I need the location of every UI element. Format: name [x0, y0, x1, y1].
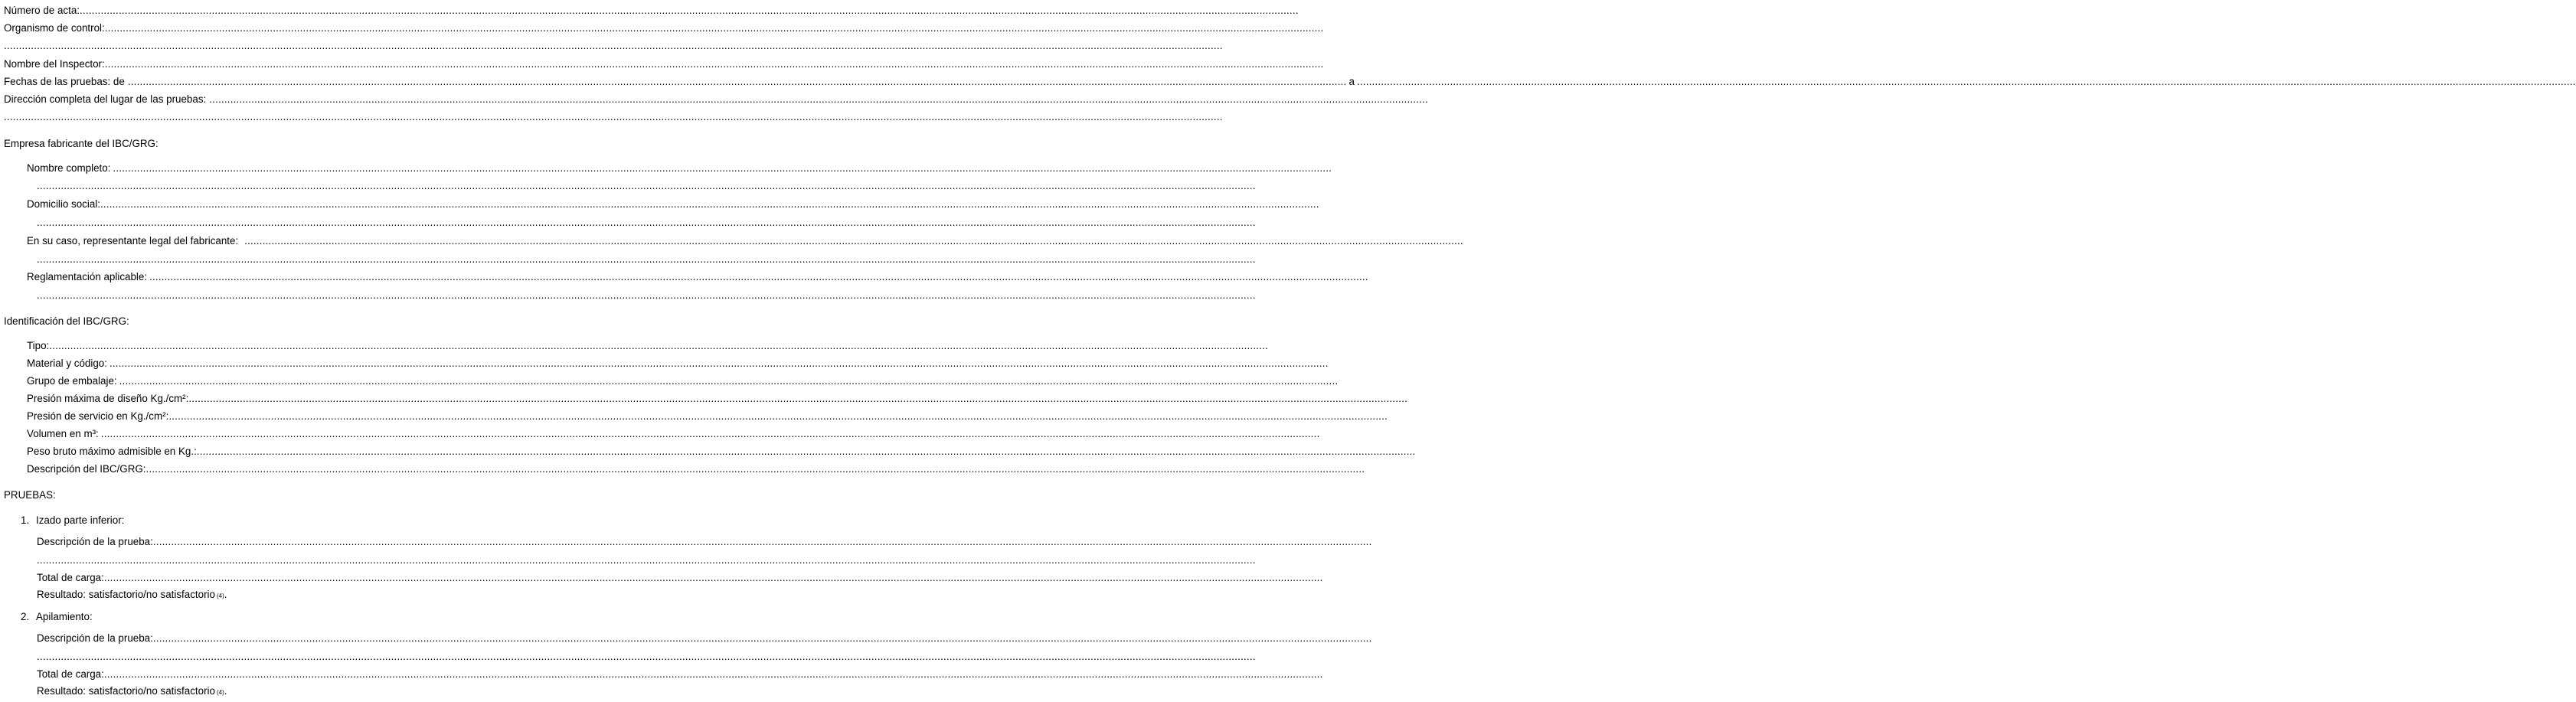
footnote-ref: (4): [216, 593, 224, 599]
prueba-1-resultado: [37, 587, 606, 602]
section-empresa-title: [4, 136, 606, 152]
heading-pruebas: PRUEBAS:: [4, 489, 56, 501]
prueba-1-total[interactable]: [37, 570, 1323, 586]
prueba-name: Apilamiento:: [36, 611, 93, 622]
fill-line: ......................................................................................................................................................................................................................................................................................................................................................................................................................: [168, 410, 1388, 422]
fill-line: ......................................................................................................................................................................................................................................................................................................................................................................................................................: [109, 358, 1329, 369]
fill-line: ......................................................................................................................................................................................................................................................................................................................................................................................................................: [103, 668, 1323, 680]
fill-line: ......................................................................................................................................................................................................................................................................................................................................................................................................................: [100, 428, 1320, 439]
label-grupo: Grupo de embalaje:: [27, 375, 117, 387]
prueba-1-title: [21, 513, 606, 528]
fill-line: ......................................................................................................................................................................................................................................................................................................................................................................................................................: [103, 572, 1323, 583]
field-direccion[interactable]: [4, 92, 1428, 107]
field-fechas[interactable]: [4, 74, 2576, 90]
fill-line: ......................................................................................................................................................................................................................................................................................................................................................................................................................: [145, 463, 1365, 475]
field-presion-servicio[interactable]: [19, 409, 1388, 424]
field-nombre-completo[interactable]: [19, 161, 1332, 176]
footnote-ref: (4): [216, 689, 224, 696]
field-presion-maxima[interactable]: [19, 391, 1408, 407]
field-numero-acta[interactable]: [4, 3, 1299, 18]
fill-line: ......................................................................................................................................................................................................................................................................................................................................................................................................................: [4, 40, 1223, 51]
section-pruebas-title: [4, 488, 606, 503]
label-presion-servicio: Presión de servicio en Kg./cm²:: [27, 410, 169, 422]
prueba-2-descripcion-cont[interactable]: [37, 649, 1256, 664]
field-volumen[interactable]: [19, 426, 1320, 442]
label-tipo: Tipo:: [27, 340, 50, 351]
label-resultado: Resultado: satisfactorio/no satisfactorio: [37, 685, 215, 697]
fill-line: ......................................................................................................................................................................................................................................................................................................................................................................................................................: [80, 5, 1299, 16]
fill-line: ......................................................................................................................................................................................................................................................................................................................................................................................................................: [37, 554, 1256, 566]
label-descripcion-ibc: Descripción del IBC/GRG:: [27, 463, 146, 475]
fill-line: ......................................................................................................................................................................................................................................................................................................................................................................................................................: [100, 198, 1319, 210]
label-descripcion-prueba: Descripción de la prueba:: [37, 632, 153, 644]
field-tipo[interactable]: [19, 338, 1268, 354]
fill-line: ......................................................................................................................................................................................................................................................................................................................................................................................................................: [196, 446, 1416, 457]
label-total-carga: Total de carga:: [37, 668, 104, 680]
fill-line: ......................................................................................................................................................................................................................................................................................................................................................................................................................: [37, 253, 1256, 265]
prueba-1-descripcion[interactable]: [37, 534, 1372, 550]
fill-line: ......................................................................................................................................................................................................................................................................................................................................................................................................................: [37, 651, 1256, 662]
fill-line: ......................................................................................................................................................................................................................................................................................................................................................................................................................: [37, 217, 1256, 228]
label-material: Material y código:: [27, 358, 107, 369]
prueba-2-title: [21, 609, 606, 625]
fill-line: ......................................................................................................................................................................................................................................................................................................................................................................................................................: [149, 271, 1368, 282]
fill-line: ......................................................................................................................................................................................................................................................................................................................................................................................................................: [244, 235, 1463, 247]
field-descripcion-ibc[interactable]: [19, 462, 1365, 477]
label-descripcion-prueba: Descripción de la prueba:: [37, 536, 153, 547]
label-domicilio: Domicilio social:: [27, 198, 100, 210]
fill-line: ......................................................................................................................................................................................................................................................................................................................................................................................................................: [113, 162, 1332, 174]
fill-line: ......................................................................................................................................................................................................................................................................................................................................................................................................................: [37, 289, 1256, 301]
section-identificacion-title: [4, 314, 606, 329]
field-organismo-cont[interactable]: [4, 38, 1223, 54]
fill-line-a: ......................................................................................................................................................................................................................................................................................................................................................................................................................: [1356, 76, 2576, 87]
fill-line: ......................................................................................................................................................................................................................................................................................................................................................................................................................: [209, 93, 1428, 105]
prueba-number: 2.: [21, 611, 30, 622]
fill-line: ......................................................................................................................................................................................................................................................................................................................................................................................................................: [37, 180, 1256, 191]
fill-line: ......................................................................................................................................................................................................................................................................................................................................................................................................................: [152, 536, 1372, 547]
field-material[interactable]: [19, 356, 1329, 371]
field-domicilio-cont[interactable]: [37, 215, 1256, 230]
fill-line: ......................................................................................................................................................................................................................................................................................................................................................................................................................: [49, 340, 1268, 351]
field-nombre-completo-cont[interactable]: [37, 178, 1256, 194]
fill-line: ......................................................................................................................................................................................................................................................................................................................................................................................................................: [104, 22, 1324, 34]
resultado-end: .: [224, 685, 227, 697]
fill-line: ......................................................................................................................................................................................................................................................................................................................................................................................................................: [119, 375, 1339, 387]
field-representante[interactable]: [19, 233, 1463, 249]
label-fechas-a: a: [1348, 76, 1355, 87]
label-fechas-de: Fechas de las pruebas: de: [4, 76, 125, 87]
fill-line: ......................................................................................................................................................................................................................................................................................................................................................................................................................: [188, 393, 1408, 404]
field-peso[interactable]: [19, 444, 1416, 459]
prueba-2-resultado: [37, 684, 606, 699]
prueba-1-descripcion-cont[interactable]: [37, 553, 1256, 568]
label-presion-maxima: Presión máxima de diseño Kg./cm²:: [27, 393, 189, 404]
field-reglamentacion-cont[interactable]: [37, 288, 1256, 303]
label-organismo: Organismo de control:: [4, 22, 105, 34]
label-resultado: Resultado: satisfactorio/no satisfactorio: [37, 589, 215, 600]
prueba-2-descripcion[interactable]: [37, 631, 1372, 646]
fill-line-de: ......................................................................................................................................................................................................................................................................................................................................................................................................................: [127, 76, 1347, 87]
label-volumen: Volumen en m³:: [27, 428, 99, 439]
label-inspector: Nombre del Inspector:: [4, 58, 105, 70]
label-total-carga: Total de carga:: [37, 572, 104, 583]
field-inspector[interactable]: [4, 57, 1324, 72]
field-grupo[interactable]: [19, 374, 1339, 389]
prueba-number: 1.: [21, 514, 30, 526]
heading-identificacion: Identificación del IBC/GRG:: [4, 315, 129, 327]
field-direccion-cont[interactable]: [4, 109, 1223, 125]
heading-empresa: Empresa fabricante del IBC/GRG:: [4, 138, 159, 149]
fill-line: ......................................................................................................................................................................................................................................................................................................................................................................................................................: [104, 58, 1324, 70]
label-nombre-completo: Nombre completo:: [27, 162, 111, 174]
label-representante: En su caso, representante legal del fabricante:: [27, 235, 239, 247]
field-organismo[interactable]: [4, 21, 1324, 36]
label-reglamentacion: Reglamentación aplicable:: [27, 271, 148, 282]
field-domicilio[interactable]: [19, 197, 1319, 212]
field-reglamentacion[interactable]: [19, 269, 1368, 285]
fill-line: ......................................................................................................................................................................................................................................................................................................................................................................................................................: [4, 111, 1223, 122]
resultado-end: .: [224, 589, 227, 600]
field-representante-cont[interactable]: [37, 252, 1256, 267]
label-direccion: Dirección completa del lugar de las pruebas:: [4, 93, 207, 105]
label-peso: Peso bruto máximo admisible en Kg.:: [27, 446, 197, 457]
prueba-name: Izado parte inferior:: [36, 514, 125, 526]
prueba-2-total[interactable]: [37, 667, 1323, 682]
fill-line: ......................................................................................................................................................................................................................................................................................................................................................................................................................: [152, 632, 1372, 644]
label-numero-acta: Número de acta:: [4, 5, 80, 16]
